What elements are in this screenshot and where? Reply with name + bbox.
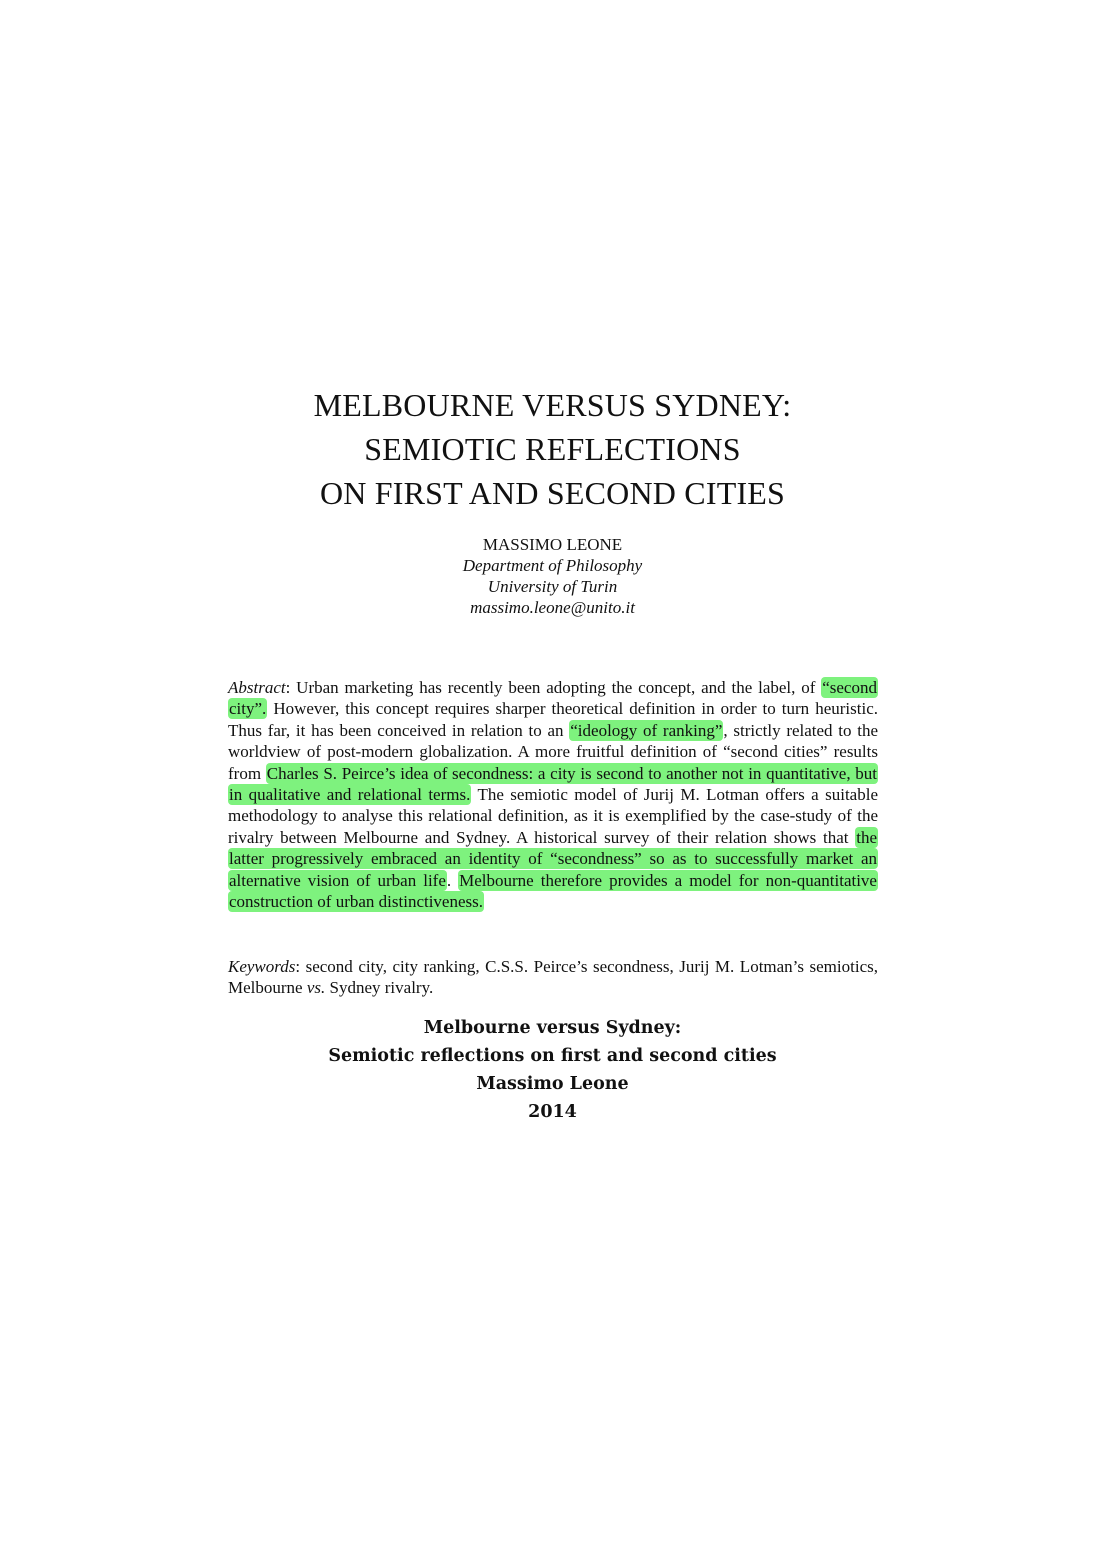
abstract-highlight-3: Charles S. Peirce’s idea of secondness: a city is second to another not in quantitative, but in qualitative and relational terms. — [229, 763, 877, 805]
title-line-3: ON FIRST AND SECOND CITIES — [319, 475, 786, 512]
title-line-2: SEMIOTIC REFLECTIONS — [364, 431, 741, 468]
keywords-text-2: Sydney rivalry. — [325, 978, 434, 998]
abstract-text-2: However, this concept requires sharper theoretical definition in order to turn heuristic. Thus far, it has been conceived in relation to an — [228, 699, 878, 740]
citation-title: Melbourne versus Sydney: — [423, 1018, 682, 1038]
abstract-highlight-1: “second city”. — [229, 678, 877, 719]
citation-block — [0, 1014, 1105, 1126]
keywords-label: Keywords — [228, 957, 296, 976]
citation-author: Massimo Leone — [476, 1074, 629, 1094]
abstract-text-4: The semiotic model of Jurij M. Lotman offers a suitable methodology to analyse this relational definition, as it is exemplified by the case-study of the rivalry between Melbourne and Sydney. A historical survey of their relation shows that — [228, 785, 878, 847]
keywords-paragraph — [228, 956, 878, 999]
abstract-text-3: , strictly related to the worldview of post-modern globalization. A more fruitful definition of “second cities” results from — [228, 720, 879, 783]
abstract-label: Abstract — [228, 678, 286, 697]
keywords-text-1: : second city, city ranking, C.S.S. Peirce’s secondness, Jurij M. Lotman’s semiotics, Melbourne — [228, 957, 878, 998]
keywords-vs: vs. — [306, 978, 326, 998]
abstract-paragraph — [228, 677, 878, 912]
title-line-1: MELBOURNE VERSUS SYDNEY: — [313, 387, 792, 424]
citation-subtitle: Semiotic reflections on first and second cities — [328, 1046, 777, 1066]
paper-title — [0, 383, 1105, 515]
abstract-highlight-2: “ideology of ranking” — [570, 720, 723, 740]
author-name: MASSIMO LEONE — [482, 535, 623, 554]
author-block — [0, 534, 1105, 618]
abstract-text-1: Urban marketing has recently been adopting the concept, and the label, of — [296, 678, 822, 697]
author-email: massimo.leone@unito.it — [470, 598, 635, 617]
author-university: University of Turin — [487, 577, 618, 596]
author-department: Department of Philosophy — [462, 556, 643, 575]
abstract-colon: : — [285, 678, 297, 697]
abstract-highlight-5: Melbourne therefore provides a model for non-quantitative construction of urban distinctiveness. — [229, 870, 877, 912]
citation-year: 2014 — [528, 1102, 577, 1122]
abstract-highlight-4: the latter progressively embraced an identity of “secondness” so as to successfully market an alternative vision of urban life — [229, 827, 877, 890]
abstract-text-5: . — [446, 870, 459, 890]
